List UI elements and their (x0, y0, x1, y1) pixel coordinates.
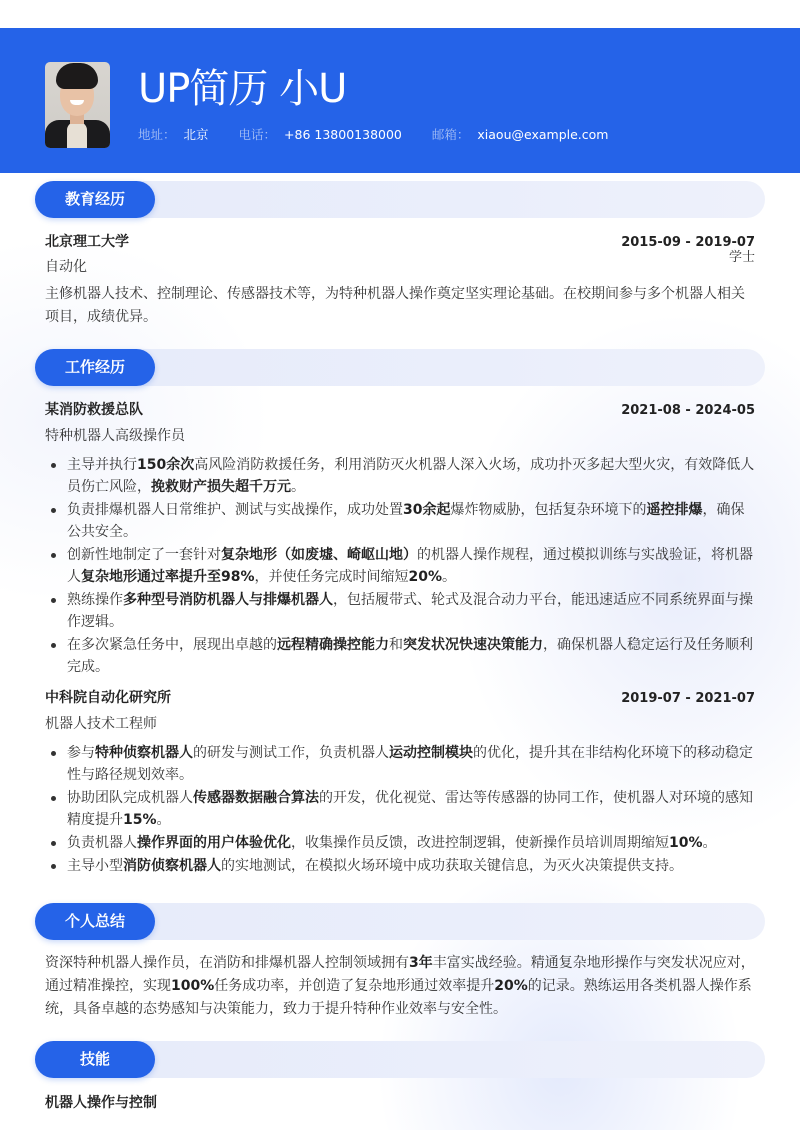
resume-header (0, 28, 800, 173)
bullet-item (45, 544, 755, 588)
contact-email (432, 127, 609, 143)
entry-date: 2015-09 - 2019-07 (621, 235, 755, 250)
contact-value: 北京 (183, 127, 209, 142)
company-name: 中科院自动化研究所 (45, 690, 171, 706)
text-segment: 。 (442, 569, 457, 585)
text-segment: 在多次紧急任务中，展现出卓越的 (67, 637, 277, 653)
highlight-text: 100% (171, 978, 215, 994)
work-entry (35, 400, 765, 446)
summary-text (35, 952, 765, 1021)
job-position: 特种机器人高级操作员 (45, 428, 185, 444)
contact-row (138, 127, 638, 143)
text-segment: 的记录。熟练运用各类机器人操作系统，具备卓越的态势感知与决策能力，致力于提升特种作业效率与安全性。 (45, 978, 752, 1017)
company-name: 某消防救援总队 (45, 402, 143, 418)
highlight-text: 突发状况快速决策能力 (403, 637, 543, 653)
section-work (35, 349, 765, 877)
text-segment: 高风险消防救援任务，利用消防灭火机器人深入火场，成功扑灭多起大型火灾，有效降低人员伤亡风险， (67, 457, 755, 495)
top-margin (0, 0, 800, 28)
bullet-item (45, 832, 755, 854)
contact-phone (239, 127, 402, 143)
section-title: 工作经历 (35, 349, 155, 386)
contact-address (138, 127, 209, 143)
bullet-item (45, 589, 755, 633)
text-segment: 主导小型 (67, 858, 123, 874)
text-segment: 丰富实战经验。精通复杂地形操作与突发状况应对，通过精准操控，实现 (45, 955, 755, 994)
section-title: 教育经历 (35, 181, 155, 218)
entry-header-row (45, 688, 755, 709)
text-segment: 创新性地制定了一套针对 (67, 547, 221, 563)
header-info (138, 62, 638, 143)
highlight-text: 操作界面的用户体验优化 (137, 835, 291, 851)
highlight-text: 10% (669, 835, 703, 851)
text-segment: 负责机器人 (67, 835, 137, 851)
highlight-text: 消防侦察机器人 (123, 858, 221, 874)
section-skills (35, 1041, 765, 1112)
text-segment: ，确保公共安全。 (67, 502, 745, 540)
text-segment: ，收集操作员反馈，改进控制逻辑，使新操作员培训周期缩短 (291, 835, 669, 851)
highlight-text: 多种型号消防机器人与排爆机器人 (123, 592, 333, 608)
education-description: 主修机器人技术、控制理论、传感器技术等，为特种机器人操作奠定坚实理论基础。在校期间参与多个机器人相关项目，成绩优异。 (45, 286, 745, 325)
text-segment: 。 (156, 812, 171, 828)
work-entry (35, 688, 765, 734)
text-segment: 任务成功率，并创造了复杂地形通过效率提升 (214, 978, 495, 994)
avatar-hair (56, 63, 98, 89)
text-segment: 的开发，优化视觉、雷达等传感器的协同工作，使机器人对环境的感知精度提升 (67, 790, 753, 828)
bullet-item (45, 855, 755, 877)
entry-header-row (45, 400, 755, 421)
contact-label: 电话： (238, 127, 277, 142)
highlight-text: 复杂地形（如废墟、崎岖山地） (221, 547, 417, 563)
text-segment: 熟练操作 (67, 592, 123, 608)
major: 自动化 (45, 259, 87, 275)
text-segment: ，包括履带式、轮式及混合动力平台，能迅速适应不同系统界面与操作逻辑。 (67, 592, 753, 630)
highlight-text: 30余起 (403, 502, 451, 518)
section-header-bar (35, 349, 765, 386)
highlight-text: 150余次 (137, 457, 195, 473)
highlight-text: 20% (408, 569, 443, 585)
text-segment: 的优化，提升其在非结构化环境下的移动稳定性与路径规划效率。 (67, 745, 753, 783)
bullet-item (45, 634, 755, 678)
section-title: 技能 (35, 1041, 155, 1078)
text-segment: 的机器人操作规程，通过模拟训练与实战验证，将机器人 (67, 547, 753, 585)
bullet-item (45, 742, 755, 786)
highlight-text: 15% (123, 812, 157, 828)
school-name: 北京理工大学 (45, 234, 129, 250)
text-segment: 和 (389, 637, 403, 653)
highlight-text: 远程精确操控能力 (277, 637, 389, 653)
text-segment: 主导并执行 (67, 457, 137, 473)
avatar-tee-front (67, 122, 87, 148)
text-segment: 的实地测试，在模拟火场环境中成功获取关键信息，为灭火决策提供支持。 (221, 858, 683, 874)
entry-header-row (45, 232, 755, 253)
contact-value[interactable]: +86 13800138000 (284, 127, 402, 142)
highlight-text: 复杂地形通过率提升至98% (81, 569, 255, 585)
section-header-bar (35, 1041, 765, 1078)
section-education (35, 181, 765, 329)
text-segment: 资深特种机器人操作员，在消防和排爆机器人控制领域拥有 (45, 955, 409, 971)
text-segment: 参与 (67, 745, 95, 761)
text-segment: 的研发与测试工作，负责机器人 (193, 745, 389, 761)
work-bullets (35, 454, 765, 678)
entry-sub-row (45, 250, 755, 277)
entry-date: 2019-07 - 2021-07 (621, 691, 755, 706)
highlight-text: 遥控排爆 (646, 502, 703, 518)
highlight-text: 运动控制模块 (389, 745, 473, 761)
text-segment: 协助团队完成机器人 (67, 790, 193, 806)
skill-group-title: 机器人操作与控制 (45, 1095, 157, 1111)
text-segment: 。 (291, 479, 305, 495)
candidate-name: UP简历 小U (138, 66, 347, 112)
bullet-item (45, 787, 755, 831)
contact-label: 邮箱： (431, 127, 470, 142)
highlight-text: 20% (494, 978, 528, 994)
highlight-text: 挽救财产损失超千万元 (151, 479, 291, 495)
work-bullets (35, 742, 765, 877)
bullet-item (45, 454, 755, 498)
text-segment: 负责排爆机器人日常维护、测试与实战操作，成功处置 (67, 502, 403, 518)
text-segment: ，确保机器人稳定运行及任务顺利完成。 (67, 637, 753, 675)
avatar (45, 62, 110, 148)
highlight-text: 特种侦察机器人 (95, 745, 193, 761)
entry-date: 2021-08 - 2024-05 (621, 403, 755, 418)
contact-label: 地址： (138, 127, 176, 142)
section-header-bar (35, 903, 765, 940)
job-position: 机器人技术工程师 (45, 716, 157, 732)
section-summary (35, 903, 765, 1021)
highlight-text: 3年 (409, 955, 433, 971)
text-segment: ，并使任务完成时间缩短 (254, 569, 409, 585)
education-entry (35, 232, 765, 277)
bullet-item (45, 499, 755, 543)
degree: 学士 (728, 250, 755, 265)
highlight-text: 传感器数据融合算法 (193, 790, 319, 806)
contact-value[interactable]: xiaou@example.com (477, 127, 609, 142)
text-segment: 。 (702, 835, 717, 851)
section-title: 个人总结 (35, 903, 155, 940)
text-segment: 爆炸物威胁，包括复杂环境下的 (450, 502, 647, 518)
section-header-bar (35, 181, 765, 218)
resume-body (0, 181, 800, 1112)
